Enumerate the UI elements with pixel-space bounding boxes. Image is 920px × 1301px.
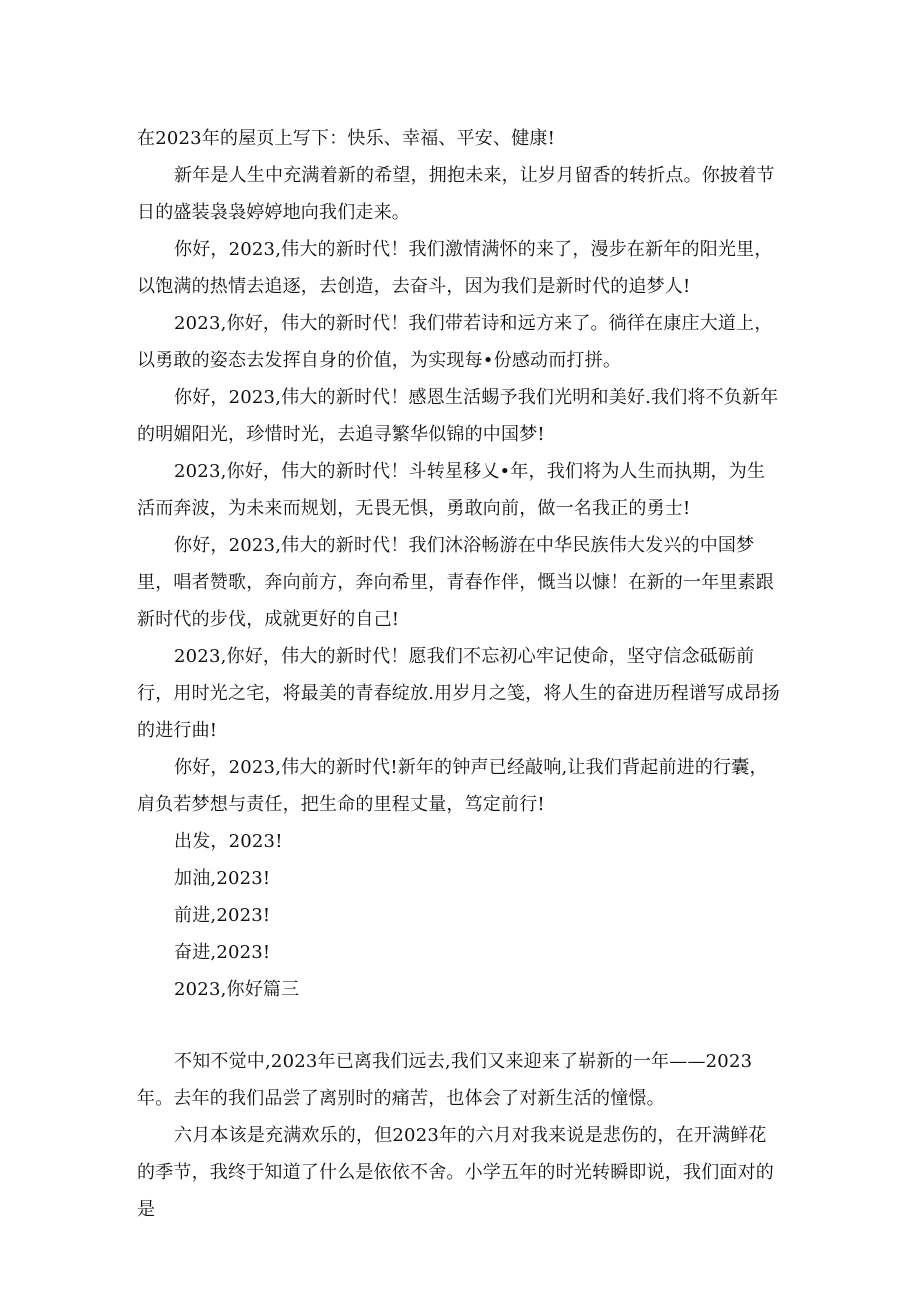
paragraph-6: 2023,你好，伟大的新时代！斗转星移乂•年，我们将为人生而执期，为生活而奔波，为未来而规划，无畏无惧，勇敢向前，做一名我正的勇士! — [137, 461, 766, 519]
paragraph-7: 你好，2023,伟大的新时代！我们沐浴畅游在中华民族伟大发兴的中国梦里，唱者赞歌，奔向前方，奔向希里，青春作伴，慨当以慷！在新的一年里素跟新时代的步伐，成就更好的自己! — [137, 535, 774, 630]
paragraph-1: 在2023年的屋页上写下：快乐、幸福、平安、健康! — [137, 128, 556, 149]
section-paragraph-1: 不知不觉中,2023年已离我们远去,我们又来迎来了崭新的一年——2023年。去年的我们品尝了离别时的痛苦，也体会了对新生活的憧憬。 — [137, 1051, 753, 1109]
cheer-line-2: 加油,2023! — [174, 868, 271, 889]
cheer-line-4: 奋进,2023! — [174, 942, 271, 963]
paragraph-4: 2023,你好，伟大的新时代！我们带若诗和远方来了。徜徉在康庄大道上，以勇敢的姿态去发挥自身的价值，为实现每•份感动而打拼。 — [137, 313, 773, 371]
paragraph-2: 新年是人生中充满着新的希望，拥抱未来，让岁月留香的转折点。你披着节日的盛装袅袅婷婷地向我们走来。 — [137, 165, 775, 223]
cheer-line-3: 前进,2023! — [174, 905, 271, 926]
cheer-line-1: 出发，2023! — [174, 831, 283, 852]
paragraph-8: 2023,你好，伟大的新时代！愿我们不忘初心牢记使命，坚守信念砥砺前行，用时光之宅，将最美的青春绽放.用岁月之笺，将人生的奋进历程谱写成昂扬的进行曲! — [137, 646, 780, 741]
paragraph-3: 你好，2023,伟大的新时代！我们激情满怀的来了，漫步在新年的阳光里，以饱满的热情去追逐，去创造，去奋斗，因为我们是新时代的追梦人! — [137, 239, 773, 297]
section-paragraph-2: 六月本该是充满欢乐的，但2023年的六月对我来说是悲伤的，在开满鲜花的季节，我终于知道了什么是依依不舍。小学五年的时光转瞬即说，我们面对的是 — [137, 1125, 774, 1220]
section-heading: 2023,你好篇三 — [174, 979, 300, 1000]
section-spacer — [137, 1008, 783, 1043]
paragraph-9: 你好，2023,伟大的新时代!新年的钟声已经敲响,让我们背起前进的行囊，肩负若梦想与责任，把生命的里程丈量，笃定前行! — [137, 757, 768, 815]
paragraph-5: 你好，2023,伟大的新时代！感恩生活蜴予我们光明和美好.我们将不负新年的明媚阳光，珍惜时光，去追寻繁华似锦的中国梦! — [137, 387, 779, 445]
document-body — [137, 120, 783, 1228]
